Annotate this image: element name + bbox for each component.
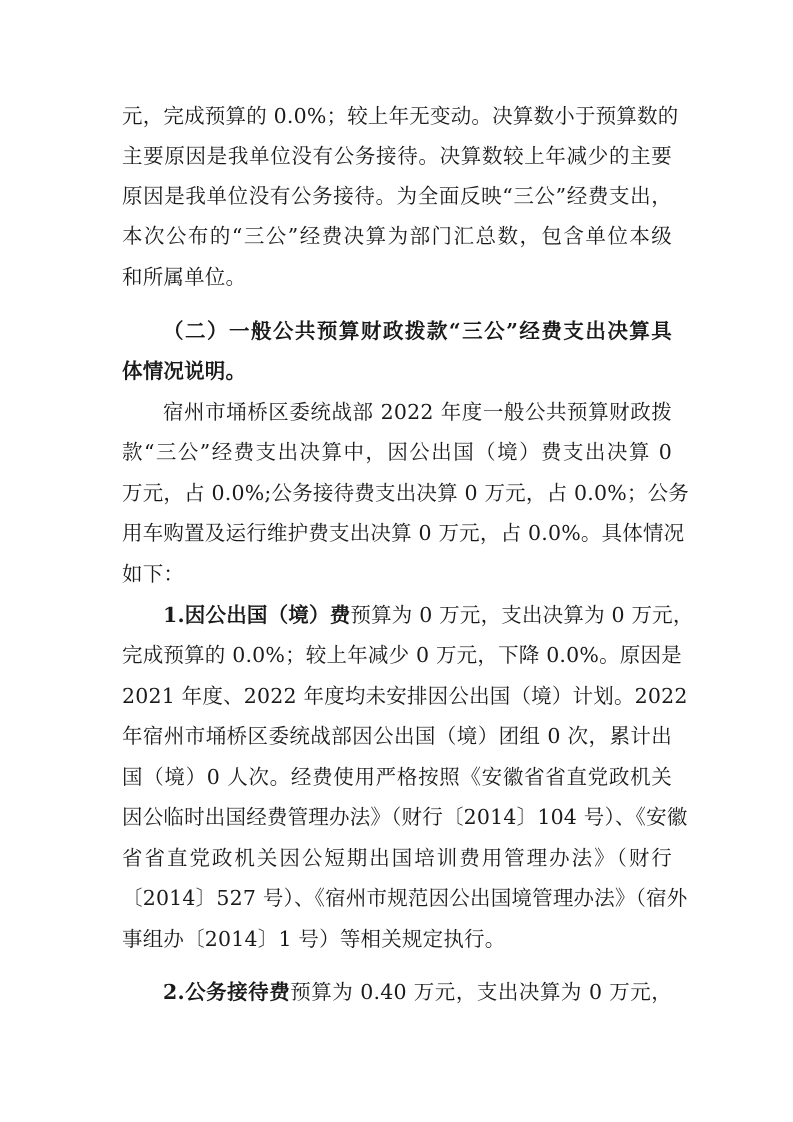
body-line: 事组办〔2014〕1 号）等相关规定执行。 [122, 927, 506, 951]
item-1-text: 预算为 0 万元，支出决算为 0 万元， [350, 603, 694, 627]
body-line: 宿州市埇桥区委统战部 2022 年度一般公共预算财政拨 [163, 400, 672, 424]
body-line: 原因是我单位没有公务接待。为全面反映“三公”经费支出， [122, 184, 672, 208]
item-2-text: 预算为 0.40 万元，支出决算为 0 万元， [290, 980, 672, 1004]
body-line: 如下： [122, 562, 185, 586]
item-2-first-line [163, 977, 672, 1007]
body-line: 本次公布的“三公”经费决算为部门汇总数，包含单位本级 [122, 224, 672, 248]
body-line: 款“三公”经费支出决算中，因公出国（境）费支出决算 0 [122, 440, 672, 464]
section-heading: （二）一般公共预算财政拨款“三公”经费支出决算具 [163, 319, 672, 343]
section-heading: 体情况说明。 [122, 359, 247, 383]
body-line: 元，完成预算的 0.0%；较上年无变动。决算数小于预算数的 [122, 104, 679, 128]
body-line: 〔2014〕527 号）、《宿州市规范因公出国境管理办法》（宿外 [122, 886, 688, 910]
item-2-heading: 2.公务接待费 [163, 980, 291, 1004]
body-line: 省省直党政机关因公短期出国培训费用管理办法》（财行 [122, 846, 672, 870]
body-line: 和所属单位。 [122, 265, 247, 289]
item-1-heading: 1.因公出国（境）费 [163, 603, 351, 627]
body-line: 用车购置及运行维护费支出决算 0 万元，占 0.0%。具体情况 [122, 521, 685, 545]
body-line: 因公临时出国经费管理办法》（财行〔2014〕104 号）、《安徽 [122, 805, 688, 829]
item-1-first-line [163, 600, 694, 630]
body-line: 完成预算的 0.0%；较上年减少 0 万元，下降 0.0%。原因是 [122, 643, 682, 667]
body-line: 国（境）0 人次。经费使用严格按照《安徽省省直党政机关 [122, 765, 672, 789]
body-line: 主要原因是我单位没有公务接待。决算数较上年减少的主要 [122, 144, 672, 168]
body-line: 2021 年度、2022 年度均未安排因公出国（境）计划。2022 [122, 684, 688, 708]
body-line: 年宿州市埇桥区委统战部因公出国（境）团组 0 次，累计出 [122, 724, 672, 748]
body-line: 万元，占 0.0%;公务接待费支出决算 0 万元，占 0.0%；公务 [122, 481, 689, 505]
